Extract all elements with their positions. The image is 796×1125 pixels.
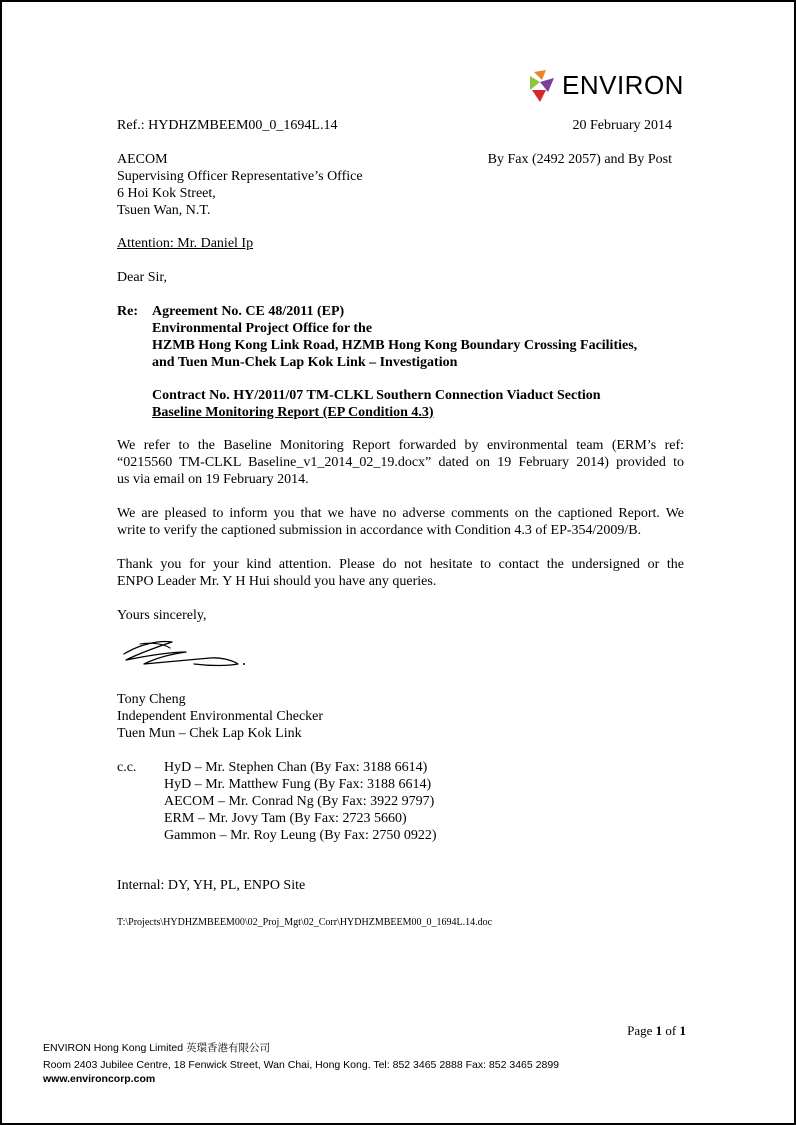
internal-distribution: Internal: DY, YH, PL, ENPO Site: [117, 878, 306, 893]
address-line: Tsuen Wan, N.T.: [117, 203, 211, 218]
subject-line: Environmental Project Office for the: [152, 321, 373, 336]
page-total: 1: [679, 1023, 686, 1038]
subject-label: Re:: [117, 304, 138, 319]
cc-recipient: ERM – Mr. Jovy Tam (By Fax: 2723 5660): [164, 811, 407, 826]
reference-number: Ref.: HYDHZMBEEM00_0_1694L.14: [117, 118, 338, 133]
footer-address: Room 2403 Jubilee Centre, 18 Fenwick Street, Wan Chai, Hong Kong. Tel: 852 3465 2888 Fax: 852 3465 2899: [43, 1059, 559, 1071]
subject-line: HZMB Hong Kong Link Road, HZMB Hong Kong Boundary Crossing Facilities,: [152, 338, 638, 353]
page-middle: of: [662, 1023, 680, 1038]
contract-line: Contract No. HY/2011/07 TM-CLKL Southern Connection Viaduct Section: [152, 388, 601, 403]
attention-line: Attention: Mr. Daniel Ip: [117, 236, 254, 251]
page-prefix: Page: [627, 1023, 656, 1038]
address-line: 6 Hoi Kok Street,: [117, 186, 216, 201]
cc-list: [164, 759, 437, 844]
environ-logo: [524, 66, 684, 106]
cc-label: c.c.: [117, 760, 137, 775]
file-path: T:\Projects\HYDHZMBEEM00\02_Proj_Mgt\02_Corr\HYDHZMBEEM00_0_1694L.14.doc: [117, 917, 493, 928]
signer-project: Tuen Mun – Chek Lap Kok Link: [117, 726, 302, 741]
handwritten-signature: [120, 634, 260, 674]
signer-block: [117, 691, 323, 742]
salutation: Dear Sir,: [117, 270, 167, 285]
paragraph-line: We refer to the Baseline Monitoring Report forwarded by environmental team (ERM’s ref:: [117, 438, 684, 453]
recipient-address: [117, 151, 363, 219]
subject-block: [152, 303, 637, 371]
contract-block: [152, 387, 601, 421]
signer-title: Independent Environmental Checker: [117, 709, 324, 724]
cc-recipient: Gammon – Mr. Roy Leung (By Fax: 2750 0922): [164, 828, 437, 843]
logo-wordmark: ENVIRON: [562, 70, 684, 100]
letter-date: 20 February 2014: [572, 118, 672, 133]
cc-recipient: HyD – Mr. Stephen Chan (By Fax: 3188 6614): [164, 760, 428, 775]
footer-company: ENVIRON Hong Kong Limited 英環香港有限公司: [43, 1042, 270, 1054]
footer-website: www.environcorp.com: [43, 1073, 156, 1085]
paragraph-line: write to verify the captioned submission in accordance with Condition 4.3 of EP-354/2009/B.: [117, 523, 642, 538]
closing: Yours sincerely,: [117, 608, 207, 623]
body-paragraph-3: [117, 556, 684, 590]
subject-line: and Tuen Mun-Chek Lap Kok Link – Investigation: [152, 355, 458, 370]
subject-line: Agreement No. CE 48/2011 (EP): [152, 304, 345, 319]
paragraph-line: us via email on 19 February 2014.: [117, 472, 309, 487]
delivery-method: By Fax (2492 2057) and By Post: [487, 152, 672, 167]
signer-name: Tony Cheng: [117, 692, 186, 707]
page-number: [627, 1022, 686, 1039]
page-current: 1: [655, 1023, 663, 1038]
paragraph-line: “0215560 TM-CLKL Baseline_v1_2014_02_19.docx” dated on 19 February 2014) provided to: [117, 455, 684, 470]
address-line: Supervising Officer Representative’s Office: [117, 169, 363, 184]
paragraph-line: Thank you for your kind attention. Please do not hesitate to contact the undersigned or the: [117, 557, 684, 572]
cc-recipient: AECOM – Mr. Conrad Ng (By Fax: 3922 9797): [164, 794, 435, 809]
body-paragraph-2: [117, 505, 684, 539]
paragraph-line: ENPO Leader Mr. Y H Hui should you have any queries.: [117, 574, 437, 589]
cc-recipient: HyD – Mr. Matthew Fung (By Fax: 3188 6614): [164, 777, 432, 792]
paragraph-line: We are pleased to inform you that we have no adverse comments on the captioned Report. We: [117, 506, 684, 521]
report-title: Baseline Monitoring Report (EP Condition 4.3): [152, 405, 434, 420]
address-line: AECOM: [117, 152, 168, 167]
environ-logo-icon: [524, 68, 558, 104]
body-paragraph-1: [117, 437, 684, 488]
